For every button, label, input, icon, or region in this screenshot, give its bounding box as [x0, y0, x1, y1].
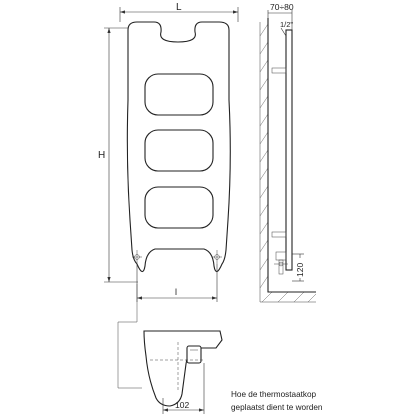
height-label: H	[98, 150, 106, 161]
panel-opening-1	[145, 74, 213, 115]
dimension-inner-width	[137, 264, 217, 302]
detail-radiator-corner	[144, 331, 222, 406]
detail-width-label: 102	[175, 400, 190, 410]
detail-view	[144, 331, 323, 414]
bracket-bottom	[272, 232, 286, 237]
panel-opening-2	[145, 130, 213, 171]
panel-opening-3	[145, 187, 213, 228]
wall-distance-label: 70÷80	[270, 2, 294, 12]
width-label: L	[176, 2, 182, 13]
front-view	[98, 2, 238, 388]
note-line-2: geplaatst dient te worden	[231, 403, 323, 412]
detail-leader	[118, 284, 142, 388]
note-line-1: Hoe de thermostaatkop	[231, 390, 317, 399]
radiator-side	[286, 30, 292, 270]
side-height-label: 120	[295, 262, 305, 277]
detail-thermostat-head	[187, 346, 201, 363]
connection-label: 1/2"	[280, 20, 294, 29]
side-view	[260, 2, 316, 302]
inner-width-label: l	[175, 287, 177, 297]
bracket-top	[272, 68, 286, 73]
